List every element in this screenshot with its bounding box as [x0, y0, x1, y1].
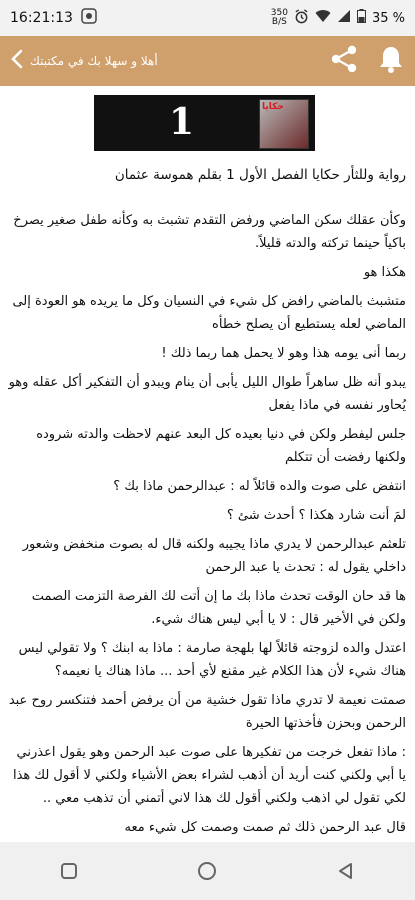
home-circle-icon[interactable]	[195, 859, 219, 883]
status-time: 16:21:13	[10, 10, 73, 26]
paragraph: ربما أنى يومه هذا وهو لا يحمل هما ربما ذلك !	[161, 346, 406, 361]
status-left	[10, 8, 97, 28]
app-bar-actions	[329, 44, 405, 78]
story-poster-image	[259, 99, 309, 149]
chevron-left-icon[interactable]	[10, 49, 24, 73]
alarm-icon	[294, 9, 309, 28]
bell-icon[interactable]	[377, 44, 405, 78]
share-icon[interactable]	[329, 44, 359, 78]
network-speed: 350 B/S	[270, 8, 288, 27]
app-bar	[0, 36, 415, 86]
paragraph: جلس ليفطر ولكن في دنيا بعيده كل البعد عنهم لاحظت والدته شروده ولكنها رفضت أن تتكلم	[36, 427, 406, 465]
paragraph: اعتدل والده لزوجته قائلاً لها بلهجة صارمة : ماذا به ابنك ؟ ولا تقولي ليس هناك شيء لأن هذا الكلام غير مقنع لأي أحد ... ماذا هناك يا نعيمه؟	[18, 641, 406, 679]
status-bar	[0, 0, 415, 36]
paragraph: وكأن عقلك سكن الماضي ورفض التقدم تشبث به وكأنه طفل صغير يصرخ باكياً حينما تركته والدته قليلاً.	[13, 213, 406, 251]
chapter-banner	[94, 95, 315, 151]
paragraph: ها قد حان الوقت تحدث ماذا بك ما إن أتت لك الفرصة التزمت الصمت ولكن في الأخير قال : لا يا أبي ليس هناك شيء.	[31, 589, 406, 627]
recents-square-icon[interactable]	[57, 859, 81, 883]
paragraph: صمتت نعيمة لا تدري ماذا تقول خشية من أن يرفض أحمد فتنكسر روح عبد الرحمن وبحزن فأخذتها الحيرة	[8, 693, 406, 731]
status-right	[271, 9, 405, 28]
battery-percent: 35 %	[371, 10, 405, 26]
paragraph: هكذا هو	[363, 265, 406, 280]
notification-app-icon	[81, 8, 97, 28]
signal-icon	[337, 9, 351, 27]
article-body	[8, 164, 406, 842]
poster-logo-text: حكايا	[262, 102, 284, 112]
back-triangle-icon[interactable]	[334, 859, 358, 883]
paragraph: انتفض على صوت والده قائلاً له : عبدالرحمن ماذا بك ؟	[113, 479, 406, 494]
paragraph: يبدو أنه ظل ساهراً طوال الليل يأبى أن ينام ويبدو أن التفكير أكل عقله وهو يُحاور نفسه في ماذا يفعل	[8, 375, 406, 413]
article-heading: رواية وللثأر حكايا الفصل الأول 1 بقلم هموسة عثمان	[114, 167, 406, 183]
paragraph: متشبث بالماضي رافض كل شيء في النسيان وكل ما يريده هو العودة إلى الماضي لعله يستطيع أن يصلح خطأه	[12, 294, 406, 332]
paragraph: قال عبد الرحمن ذلك ثم صمت وصمت كل شيء معه	[124, 820, 406, 835]
paragraph: تلعثم عبدالرحمن لا يدري ماذا يجيبه ولكنه قال له بصوت منخفض وشعور داخلي يقول له : تحدث يا عبد الرحمن	[22, 537, 406, 575]
battery-icon	[357, 9, 366, 27]
system-nav-bar	[0, 842, 415, 900]
wifi-icon	[315, 9, 331, 27]
paragraph: لمَ أنت شارد هكذا ؟ أحدث شئ ؟	[226, 508, 406, 523]
paragraph: : ماذا تفعل خرجت من تفكيرها على صوت عبد الرحمن وهو يقول اعذرني يا أبي ولكني كنت أريد أن أذهب لشراء بعض الأشياء ولكني لا أقول لك هذا لكي تقول لي اذهب ولكني أقول لك هذا لاني أتمني أن تذهب معي ..	[12, 745, 406, 806]
chapter-number: 1	[169, 101, 195, 143]
app-bar-title: أهلا و سهلا بك في مكتبتك	[30, 54, 158, 68]
app-bar-left	[10, 49, 158, 73]
